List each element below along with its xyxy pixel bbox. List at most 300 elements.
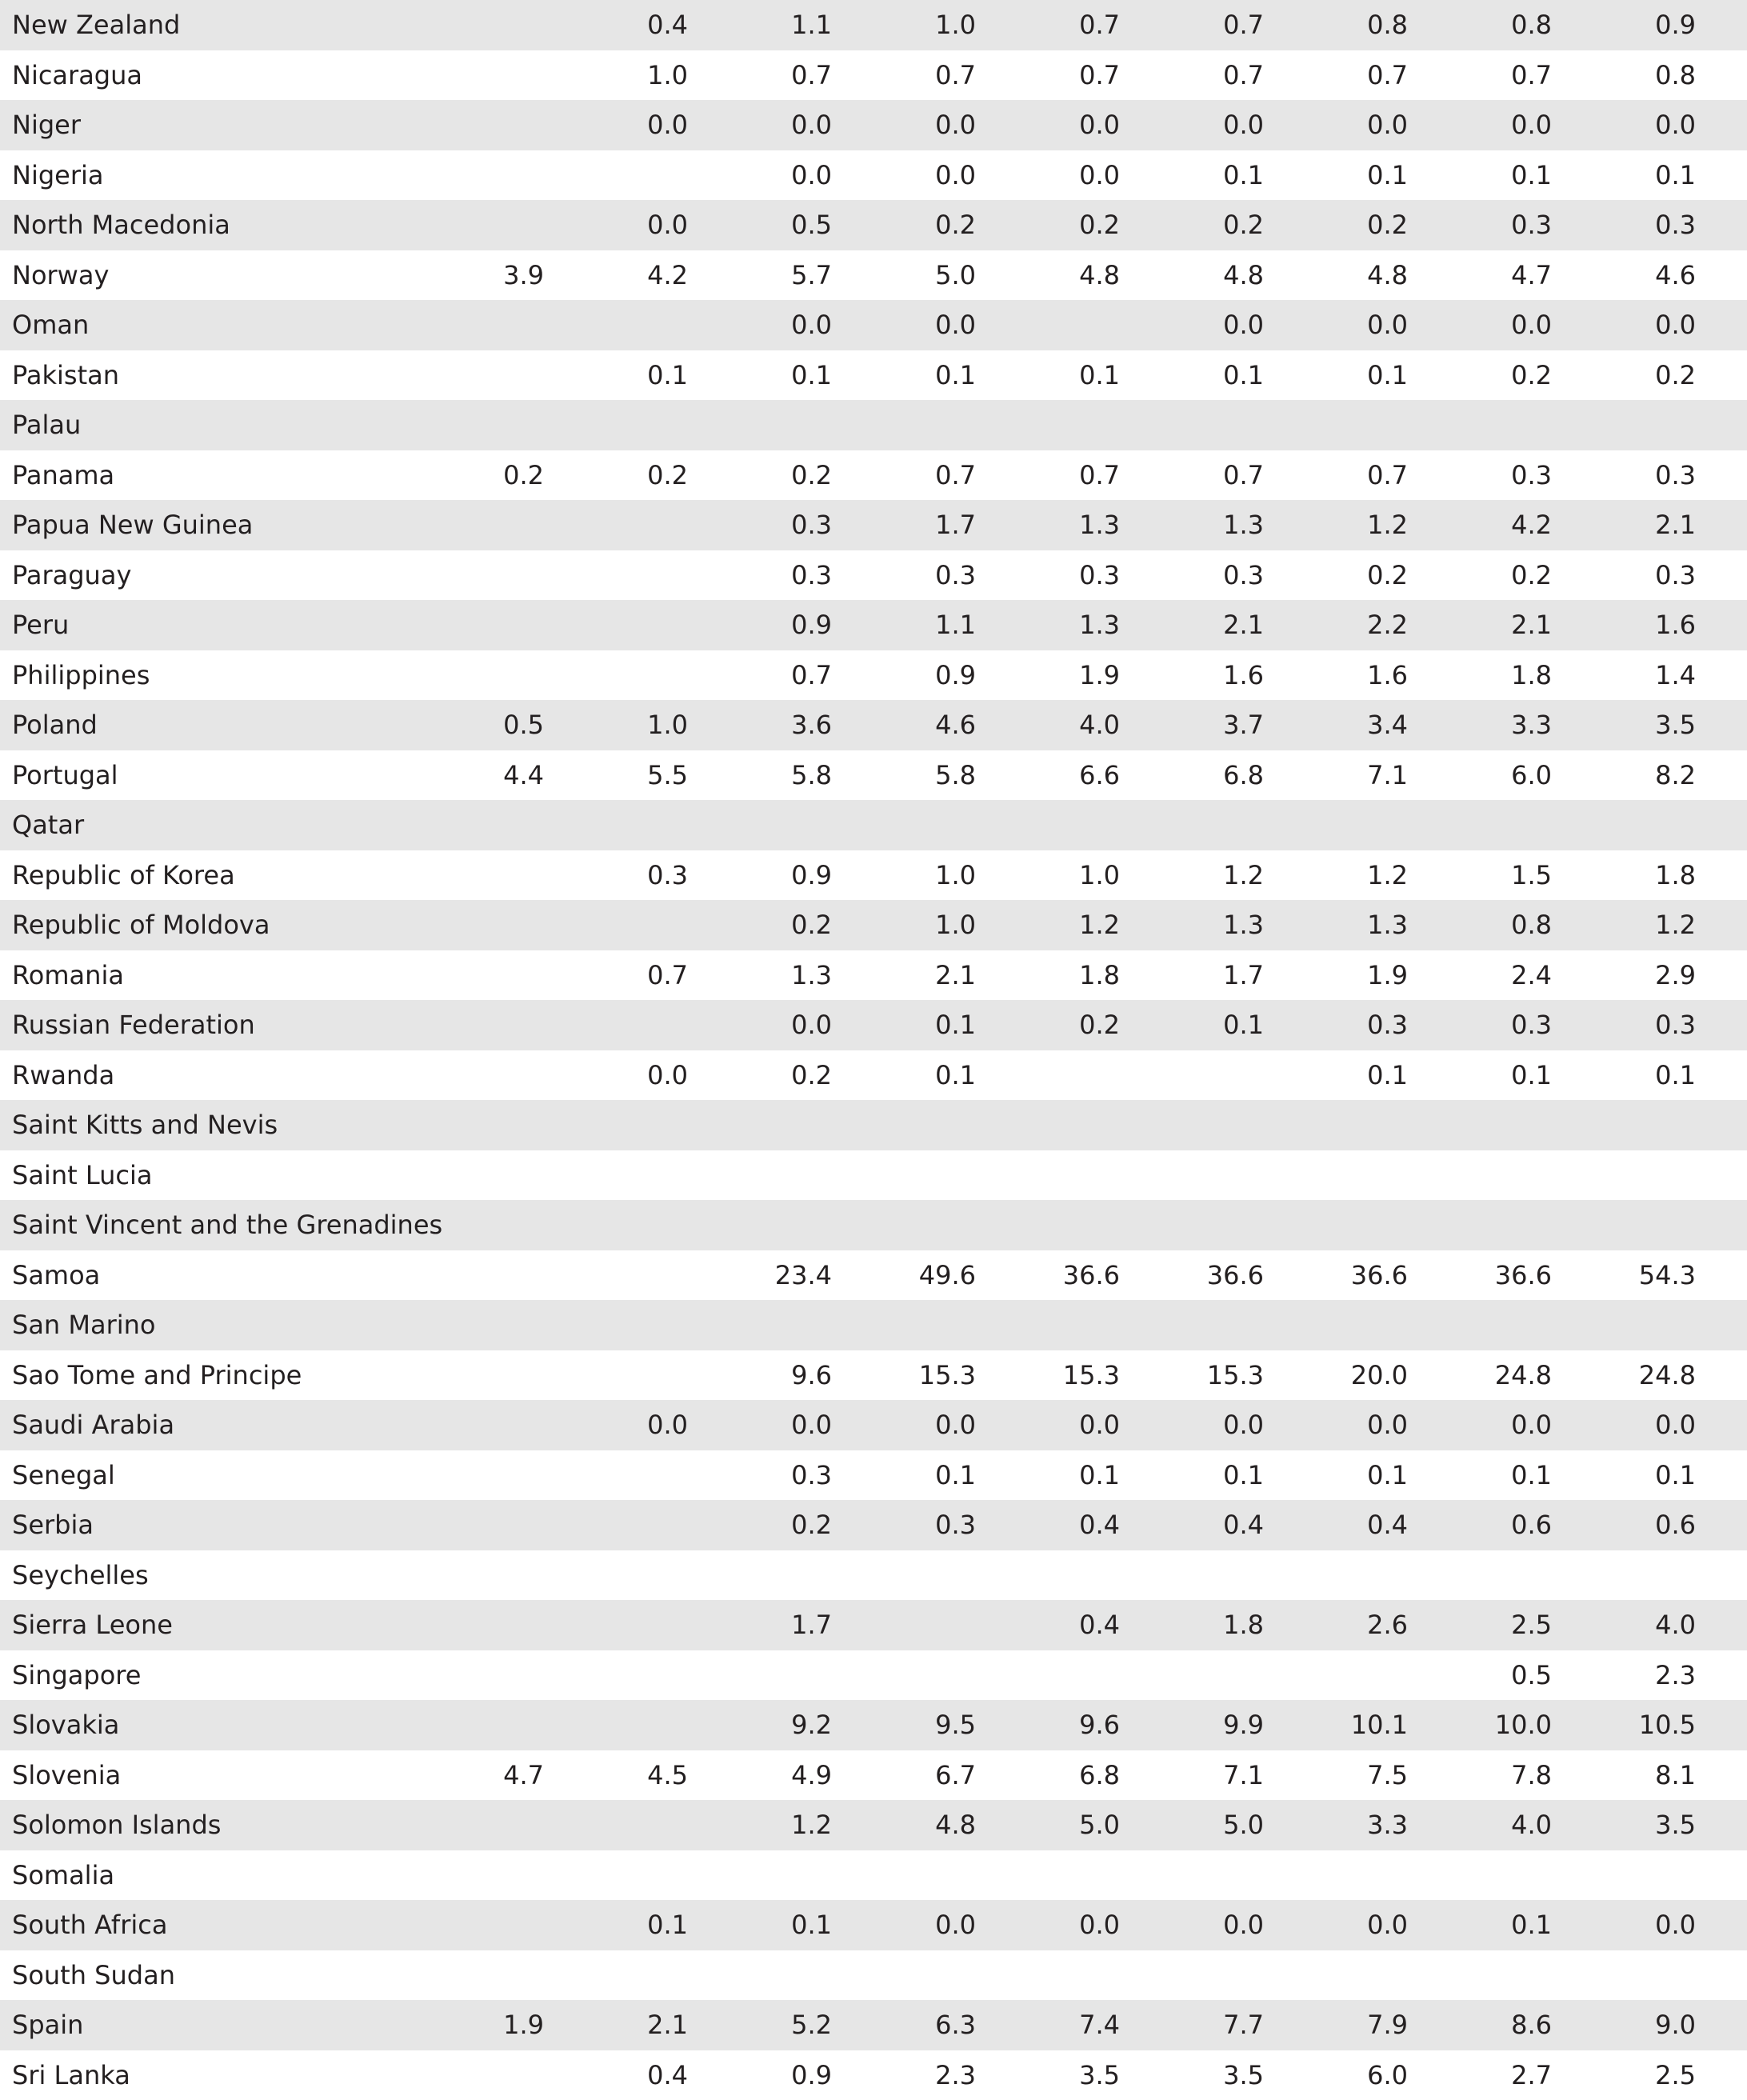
value-cell (576, 1550, 688, 1601)
value-cell (432, 0, 544, 50)
country-name: Saudi Arabia (12, 1400, 460, 1450)
value-cell: 0.7 (1296, 450, 1408, 501)
table-row (0, 1100, 1747, 1150)
value-cell (1296, 1300, 1408, 1350)
value-cell (432, 1900, 544, 1950)
value-cell: 0.0 (1008, 150, 1120, 201)
value-cell: 23.4 (720, 1250, 832, 1301)
value-cell: 0.0 (1440, 300, 1552, 350)
value-cell: 0.0 (864, 150, 976, 201)
value-cell: 1.3 (1152, 500, 1264, 550)
value-cell: 0.7 (1008, 450, 1120, 501)
value-cell: 0.2 (720, 900, 832, 950)
value-cell: 2.3 (1584, 1650, 1696, 1701)
value-cell (864, 1650, 976, 1701)
value-cell: 1.2 (1584, 900, 1696, 950)
value-cell (576, 300, 688, 350)
value-cell (1152, 1550, 1264, 1601)
value-cell: 0.7 (1008, 0, 1120, 50)
value-cell: 24.8 (1584, 1350, 1696, 1401)
value-cell: 1.2 (1008, 900, 1120, 950)
value-cell: 0.9 (720, 2050, 832, 2100)
value-cell (432, 500, 544, 550)
country-name: New Zealand (12, 0, 460, 50)
value-cell: 1.1 (720, 0, 832, 50)
value-cell: 0.5 (432, 700, 544, 750)
value-cell: 0.6 (1440, 1500, 1552, 1550)
value-cell: 1.0 (576, 50, 688, 101)
table-row (0, 1950, 1747, 2001)
value-cell: 5.0 (864, 250, 976, 301)
value-cell (1440, 400, 1552, 450)
value-cell (1152, 1100, 1264, 1150)
table-row (0, 350, 1747, 401)
country-name: Romania (12, 950, 460, 1001)
value-cell: 7.7 (1152, 2000, 1264, 2050)
table-row (0, 2050, 1747, 2100)
value-cell: 0.0 (720, 1400, 832, 1450)
value-cell: 6.0 (1440, 750, 1552, 801)
table-row (0, 1600, 1747, 1650)
value-cell (432, 200, 544, 250)
value-cell (1008, 1950, 1120, 2001)
value-cell (432, 100, 544, 150)
value-cell (1008, 1850, 1120, 1901)
value-cell: 9.0 (1584, 2000, 1696, 2050)
value-cell: 9.6 (1008, 1700, 1120, 1750)
value-cell (432, 1300, 544, 1350)
value-cell: 4.2 (576, 250, 688, 301)
value-cell: 0.4 (1008, 1500, 1120, 1550)
value-cell: 0.0 (576, 200, 688, 250)
value-cell: 4.4 (432, 750, 544, 801)
value-cell (576, 1950, 688, 2001)
value-cell: 0.1 (1296, 1450, 1408, 1501)
value-cell (864, 1550, 976, 1601)
value-cell: 1.7 (720, 1600, 832, 1650)
value-cell: 4.2 (1440, 500, 1552, 550)
value-cell (720, 1100, 832, 1150)
value-cell: 0.2 (1440, 350, 1552, 401)
value-cell: 0.2 (720, 450, 832, 501)
value-cell: 0.3 (1440, 1000, 1552, 1050)
value-cell: 0.0 (1440, 1400, 1552, 1450)
value-cell: 2.5 (1440, 1600, 1552, 1650)
value-cell (720, 1150, 832, 1201)
value-cell: 1.7 (864, 500, 976, 550)
value-cell: 0.9 (864, 650, 976, 701)
table-row (0, 300, 1747, 350)
value-cell (432, 850, 544, 901)
value-cell: 2.4 (1440, 950, 1552, 1001)
value-cell: 0.0 (1440, 100, 1552, 150)
value-cell: 1.8 (1440, 650, 1552, 701)
value-cell (1008, 1300, 1120, 1350)
table-row (0, 800, 1747, 850)
country-name: Saint Kitts and Nevis (12, 1100, 460, 1150)
value-cell: 5.2 (720, 2000, 832, 2050)
value-cell: 0.1 (1008, 1450, 1120, 1501)
value-cell: 9.6 (720, 1350, 832, 1401)
value-cell: 0.0 (1296, 300, 1408, 350)
value-cell: 0.0 (864, 1900, 976, 1950)
value-cell (576, 1600, 688, 1650)
country-name: Slovakia (12, 1700, 460, 1750)
value-cell: 0.0 (1008, 1400, 1120, 1450)
value-cell: 2.3 (864, 2050, 976, 2100)
country-name: Russian Federation (12, 1000, 460, 1050)
value-cell: 6.3 (864, 2000, 976, 2050)
value-cell: 0.9 (1584, 0, 1696, 50)
table-row (0, 1700, 1747, 1750)
value-cell: 0.0 (1296, 1400, 1408, 1450)
value-cell (864, 1300, 976, 1350)
value-cell: 0.5 (1440, 1650, 1552, 1701)
value-cell: 9.9 (1152, 1700, 1264, 1750)
table-row (0, 1050, 1747, 1101)
value-cell: 4.9 (720, 1750, 832, 1801)
value-cell: 0.1 (1440, 1050, 1552, 1101)
value-cell: 0.3 (1296, 1000, 1408, 1050)
value-cell (432, 1400, 544, 1450)
value-cell: 2.1 (1152, 600, 1264, 650)
value-cell: 15.3 (864, 1350, 976, 1401)
value-cell (864, 800, 976, 850)
value-cell (1440, 1100, 1552, 1150)
value-cell: 1.6 (1152, 650, 1264, 701)
value-cell (864, 1150, 976, 1201)
value-cell (1152, 1300, 1264, 1350)
value-cell: 0.7 (720, 50, 832, 101)
value-cell (432, 1950, 544, 2001)
value-cell: 0.8 (1440, 900, 1552, 950)
value-cell: 8.2 (1584, 750, 1696, 801)
value-cell: 9.5 (864, 1700, 976, 1750)
value-cell (432, 1350, 544, 1401)
value-cell: 0.8 (1584, 50, 1696, 101)
value-cell: 36.6 (1008, 1250, 1120, 1301)
value-cell: 0.2 (1296, 200, 1408, 250)
value-cell (1440, 1950, 1552, 2001)
value-cell (432, 800, 544, 850)
value-cell: 1.3 (1296, 900, 1408, 950)
value-cell (432, 550, 544, 601)
country-name: Spain (12, 2000, 460, 2050)
value-cell (432, 600, 544, 650)
value-cell: 2.2 (1296, 600, 1408, 650)
country-name: Slovenia (12, 1750, 460, 1801)
value-cell: 2.1 (1584, 500, 1696, 550)
value-cell: 0.0 (864, 1400, 976, 1450)
value-cell: 0.1 (1440, 150, 1552, 201)
value-cell: 3.4 (1296, 700, 1408, 750)
value-cell: 0.0 (1584, 100, 1696, 150)
value-cell: 0.2 (432, 450, 544, 501)
value-cell (576, 500, 688, 550)
value-cell: 0.0 (1008, 1900, 1120, 1950)
value-cell: 1.0 (576, 700, 688, 750)
value-cell: 0.0 (720, 100, 832, 150)
value-cell: 6.8 (1152, 750, 1264, 801)
table-row (0, 500, 1747, 550)
table-row (0, 1200, 1747, 1250)
value-cell (1008, 1650, 1120, 1701)
value-cell: 0.3 (864, 550, 976, 601)
value-cell: 0.7 (1440, 50, 1552, 101)
value-cell: 4.6 (864, 700, 976, 750)
value-cell: 4.0 (1584, 1600, 1696, 1650)
value-cell (1008, 1100, 1120, 1150)
country-name: Sierra Leone (12, 1600, 460, 1650)
value-cell: 6.7 (864, 1750, 976, 1801)
country-name: Portugal (12, 750, 460, 801)
value-cell: 4.7 (1440, 250, 1552, 301)
value-cell (576, 1700, 688, 1750)
value-cell: 1.9 (432, 2000, 544, 2050)
value-cell: 0.0 (1152, 1900, 1264, 1950)
value-cell (720, 1200, 832, 1250)
value-cell: 0.0 (1584, 300, 1696, 350)
value-cell (1296, 1150, 1408, 1201)
country-name: Sri Lanka (12, 2050, 460, 2100)
value-cell (1296, 400, 1408, 450)
value-cell: 10.5 (1584, 1700, 1696, 1750)
value-cell: 0.0 (1296, 100, 1408, 150)
table-row (0, 600, 1747, 650)
value-cell (432, 350, 544, 401)
value-cell (432, 1250, 544, 1301)
table-row (0, 1450, 1747, 1501)
table-row (0, 200, 1747, 250)
value-cell (1584, 1950, 1696, 2001)
value-cell: 0.3 (864, 1500, 976, 1550)
value-cell (576, 650, 688, 701)
value-cell (1296, 1200, 1408, 1250)
value-cell (1440, 1300, 1552, 1350)
value-cell: 2.9 (1584, 950, 1696, 1001)
value-cell: 7.1 (1296, 750, 1408, 801)
value-cell: 4.8 (1296, 250, 1408, 301)
value-cell: 1.6 (1296, 650, 1408, 701)
value-cell: 0.3 (1008, 550, 1120, 601)
value-cell: 0.2 (864, 200, 976, 250)
value-cell: 0.5 (720, 200, 832, 250)
table-row (0, 950, 1747, 1001)
value-cell (1008, 300, 1120, 350)
value-cell: 3.5 (1152, 2050, 1264, 2100)
value-cell (1584, 1300, 1696, 1350)
value-cell: 1.8 (1008, 950, 1120, 1001)
value-cell: 0.3 (1584, 1000, 1696, 1050)
country-name: Sao Tome and Principe (12, 1350, 460, 1401)
value-cell: 8.6 (1440, 2000, 1552, 2050)
value-cell: 4.0 (1008, 700, 1120, 750)
value-cell (576, 1150, 688, 1201)
value-cell: 0.3 (1584, 200, 1696, 250)
value-cell: 1.1 (864, 600, 976, 650)
value-cell: 0.1 (1152, 150, 1264, 201)
value-cell (1008, 1050, 1120, 1101)
table-row (0, 1800, 1747, 1850)
value-cell (576, 1850, 688, 1901)
value-cell: 6.6 (1008, 750, 1120, 801)
value-cell (432, 1100, 544, 1150)
value-cell: 1.7 (1152, 950, 1264, 1001)
value-cell (432, 1850, 544, 1901)
table-row (0, 700, 1747, 750)
table-row (0, 1150, 1747, 1201)
value-cell (576, 1300, 688, 1350)
value-cell: 0.1 (720, 350, 832, 401)
value-cell: 0.0 (576, 1400, 688, 1450)
table-row (0, 1000, 1747, 1050)
value-cell: 1.9 (1296, 950, 1408, 1001)
value-cell (1152, 800, 1264, 850)
value-cell: 1.0 (864, 900, 976, 950)
table-row (0, 100, 1747, 150)
value-cell: 0.4 (576, 0, 688, 50)
value-cell: 0.2 (720, 1050, 832, 1101)
value-cell (864, 1100, 976, 1150)
value-cell: 0.1 (1584, 150, 1696, 201)
value-cell: 0.8 (1440, 0, 1552, 50)
value-cell (720, 1550, 832, 1601)
value-cell: 0.1 (1584, 1450, 1696, 1501)
value-cell: 1.3 (1152, 900, 1264, 950)
country-name: North Macedonia (12, 200, 460, 250)
value-cell: 2.1 (576, 2000, 688, 2050)
value-cell: 0.9 (720, 600, 832, 650)
value-cell: 0.7 (1296, 50, 1408, 101)
country-name: Saint Vincent and the Grenadines (12, 1200, 460, 1250)
value-cell: 1.0 (864, 0, 976, 50)
country-name: Solomon Islands (12, 1800, 460, 1850)
value-cell: 2.1 (864, 950, 976, 1001)
country-name: Republic of Moldova (12, 900, 460, 950)
table-row (0, 1850, 1747, 1901)
country-name: Samoa (12, 1250, 460, 1301)
country-name: Pakistan (12, 350, 460, 401)
value-cell: 9.2 (720, 1700, 832, 1750)
value-cell: 0.2 (1440, 550, 1552, 601)
value-cell: 1.2 (720, 1800, 832, 1850)
value-cell (576, 1350, 688, 1401)
value-cell: 0.1 (864, 350, 976, 401)
value-cell (1152, 1850, 1264, 1901)
country-name: Serbia (12, 1500, 460, 1550)
table-row (0, 150, 1747, 201)
value-cell: 3.9 (432, 250, 544, 301)
value-cell: 3.7 (1152, 700, 1264, 750)
value-cell: 0.4 (576, 2050, 688, 2100)
value-cell: 7.9 (1296, 2000, 1408, 2050)
value-cell (720, 1650, 832, 1701)
value-cell (1440, 1550, 1552, 1601)
value-cell: 0.3 (1584, 550, 1696, 601)
value-cell: 4.7 (432, 1750, 544, 1801)
value-cell (432, 950, 544, 1001)
value-cell: 1.6 (1584, 600, 1696, 650)
value-cell (720, 400, 832, 450)
value-cell (576, 1800, 688, 1850)
country-name: Singapore (12, 1650, 460, 1701)
value-cell (1296, 1550, 1408, 1601)
value-cell (1584, 1100, 1696, 1150)
value-cell: 15.3 (1152, 1350, 1264, 1401)
value-cell (1296, 1100, 1408, 1150)
table-row (0, 50, 1747, 101)
country-name: Papua New Guinea (12, 500, 460, 550)
value-cell (720, 1850, 832, 1901)
value-cell: 0.1 (1584, 1050, 1696, 1101)
value-cell: 5.5 (576, 750, 688, 801)
value-cell: 0.1 (1296, 150, 1408, 201)
value-cell: 1.5 (1440, 850, 1552, 901)
country-name: Nicaragua (12, 50, 460, 101)
value-cell: 10.0 (1440, 1700, 1552, 1750)
value-cell (576, 1000, 688, 1050)
value-cell (432, 1650, 544, 1701)
value-cell (720, 1950, 832, 2001)
value-cell (1008, 400, 1120, 450)
table-row (0, 450, 1747, 501)
country-name: Saint Lucia (12, 1150, 460, 1201)
value-cell (432, 1050, 544, 1101)
value-cell (1152, 1650, 1264, 1701)
value-cell: 0.1 (720, 1900, 832, 1950)
value-cell: 0.1 (576, 350, 688, 401)
value-cell (576, 800, 688, 850)
value-cell: 4.6 (1584, 250, 1696, 301)
value-cell: 6.8 (1008, 1750, 1120, 1801)
value-cell: 0.7 (1008, 50, 1120, 101)
country-name: Oman (12, 300, 460, 350)
value-cell: 0.7 (1152, 450, 1264, 501)
value-cell (432, 1800, 544, 1850)
value-cell: 4.5 (576, 1750, 688, 1801)
value-cell (1008, 1550, 1120, 1601)
value-cell (576, 1650, 688, 1701)
value-cell: 0.2 (1584, 350, 1696, 401)
country-name: Norway (12, 250, 460, 301)
value-cell: 3.5 (1584, 700, 1696, 750)
value-cell: 0.3 (720, 500, 832, 550)
value-cell: 0.3 (1152, 550, 1264, 601)
value-cell: 4.8 (1008, 250, 1120, 301)
value-cell: 49.6 (864, 1250, 976, 1301)
value-cell: 0.3 (576, 850, 688, 901)
value-cell: 4.0 (1440, 1800, 1552, 1850)
value-cell: 5.8 (720, 750, 832, 801)
value-cell: 0.0 (1008, 100, 1120, 150)
value-cell: 10.1 (1296, 1700, 1408, 1750)
value-cell: 0.1 (864, 1050, 976, 1101)
country-name: Niger (12, 100, 460, 150)
value-cell: 0.0 (576, 100, 688, 150)
value-cell: 2.1 (1440, 600, 1552, 650)
value-cell: 5.0 (1008, 1800, 1120, 1850)
value-cell: 20.0 (1296, 1350, 1408, 1401)
value-cell (432, 900, 544, 950)
value-cell: 1.2 (1296, 850, 1408, 901)
value-cell: 2.5 (1584, 2050, 1696, 2100)
value-cell (432, 1200, 544, 1250)
country-name: San Marino (12, 1300, 460, 1350)
value-cell (1584, 400, 1696, 450)
value-cell: 0.0 (720, 1000, 832, 1050)
country-name: Peru (12, 600, 460, 650)
country-name: Palau (12, 400, 460, 450)
